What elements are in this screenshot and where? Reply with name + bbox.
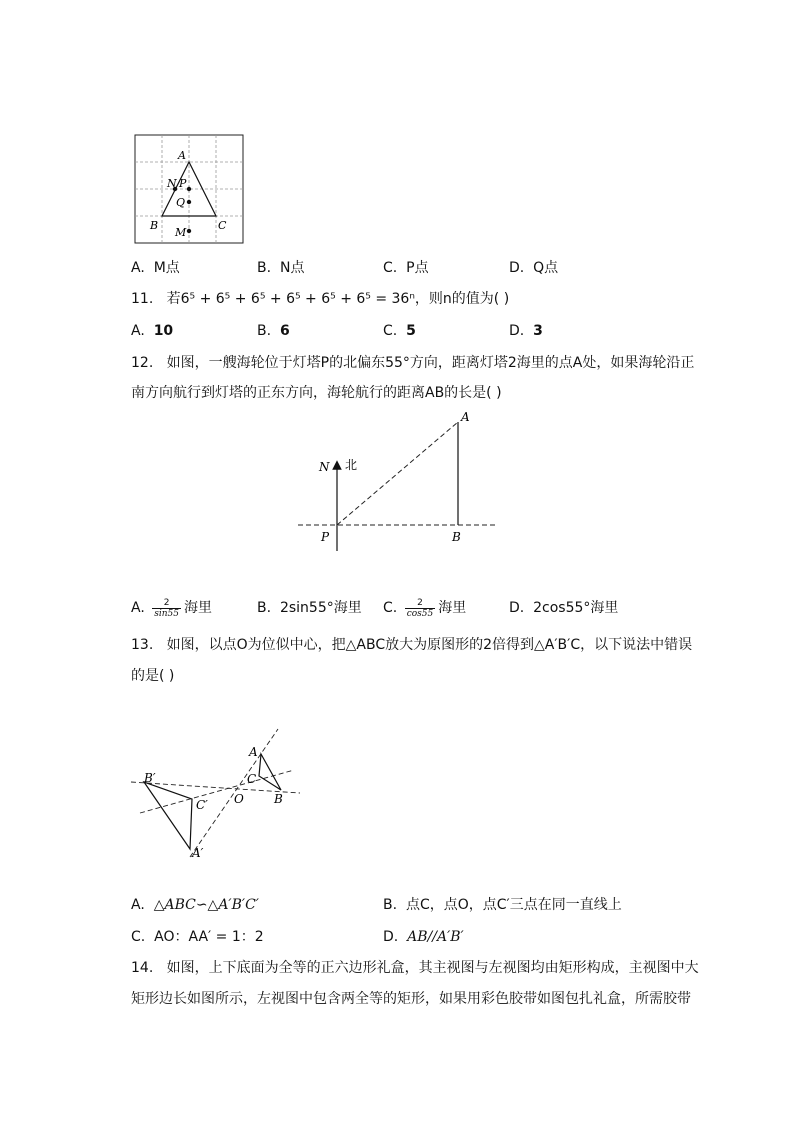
q12-label-north: 北 bbox=[345, 458, 358, 472]
q14-stem-line1: 14. 如图，上下底面为全等的正六边形礼盒，其主视图与左视图均由矩形构成，主视图中大 bbox=[131, 960, 699, 976]
q12-label-a: A bbox=[461, 410, 470, 424]
q10-label-n: N bbox=[167, 177, 177, 190]
q10-option-a[interactable]: A. M点 bbox=[131, 260, 180, 276]
q10-option-b[interactable]: B. N点 bbox=[257, 260, 305, 276]
q13-stem-line2: 的是( ) bbox=[131, 668, 175, 684]
q12-option-c-fraction: $\frac{2}{\cos 55}$ bbox=[406, 597, 434, 619]
q12-stem-line2: 南方向航行到灯塔的正东方向，海轮航行的距离AB的长是( ) bbox=[131, 385, 502, 401]
q12-stem-line1: 12. 如图，一艘海轮位于灯塔P的北偏东55°方向，距离灯塔2海里的点A处，如果海轮沿正 bbox=[131, 355, 695, 371]
q11-number: 11. bbox=[131, 291, 154, 307]
q14-number: 14. bbox=[131, 960, 154, 976]
q12-label-b: B bbox=[452, 530, 461, 544]
q10-label-b: B bbox=[150, 219, 159, 232]
q12-number: 12. bbox=[131, 355, 154, 371]
q13-label-a: A bbox=[249, 745, 258, 759]
q11-option-b[interactable]: B. 6 bbox=[257, 323, 290, 339]
q12-label-p: P bbox=[321, 530, 330, 544]
q10-label-p: P bbox=[179, 177, 187, 190]
q11-option-a[interactable]: A. 10 bbox=[131, 323, 174, 339]
q12-option-a[interactable]: A. $\frac{2}{\sin 55}$ 海里 bbox=[131, 597, 212, 619]
q13-option-d[interactable]: D. AB//A′B′ bbox=[383, 929, 464, 945]
q13-label-b-prime: B′ bbox=[144, 771, 156, 785]
q13-option-a[interactable]: A. △ABC∽△A′B′C′ bbox=[131, 897, 259, 913]
q11-option-d[interactable]: D. 3 bbox=[509, 323, 543, 339]
q10-option-d[interactable]: D. Q点 bbox=[509, 260, 559, 276]
q11-option-c[interactable]: C. 5 bbox=[383, 323, 416, 339]
q10-option-c[interactable]: C. P点 bbox=[383, 260, 429, 276]
q13-homothety-figure bbox=[128, 725, 308, 860]
q10-grid-figure bbox=[125, 128, 255, 250]
q13-label-o: O bbox=[234, 792, 244, 806]
q13-label-b: B bbox=[274, 792, 283, 806]
q11-text: 若6⁵ + 6⁵ + 6⁵ + 6⁵ + 6⁵ + 6⁵ = 36ⁿ，则n的值为( ) bbox=[166, 291, 510, 307]
q13-label-a-prime: A′ bbox=[192, 846, 204, 860]
q12-option-b[interactable]: B. 2sin55°海里 bbox=[257, 600, 362, 616]
q12-option-d[interactable]: D. 2cos55°海里 bbox=[509, 600, 619, 616]
q11-stem bbox=[131, 289, 509, 309]
q10-label-a: A bbox=[178, 149, 186, 162]
q12-option-c[interactable]: C. $\frac{2}{\cos 55}$ 海里 bbox=[383, 597, 467, 619]
q12-bearing-figure bbox=[290, 405, 510, 555]
q13-label-c-prime: C′ bbox=[196, 798, 208, 812]
q12-label-n: N bbox=[319, 460, 330, 474]
q12-option-a-fraction: $\frac{2}{\sin 55}$ bbox=[154, 597, 179, 619]
q13-option-c[interactable]: C. AO：AA′ = 1：2 bbox=[131, 929, 264, 945]
q10-label-m: M bbox=[175, 226, 187, 239]
q10-label-q: Q bbox=[176, 196, 186, 209]
q14-stem-line2: 矩形边长如图所示，左视图中包含两全等的矩形，如果用彩色胶带如图包扎礼盒，所需胶带 bbox=[131, 991, 691, 1007]
q13-stem-line1: 13. 如图，以点O为位似中心，把△ABC放大为原图形的2倍得到△A′B′C，以下说法中错误 bbox=[131, 637, 693, 653]
q13-number: 13. bbox=[131, 637, 154, 653]
q10-label-c: C bbox=[218, 219, 227, 232]
q13-label-c: C bbox=[247, 772, 257, 786]
q13-option-b[interactable]: B. 点C，点O，点C′三点在同一直线上 bbox=[383, 897, 622, 913]
